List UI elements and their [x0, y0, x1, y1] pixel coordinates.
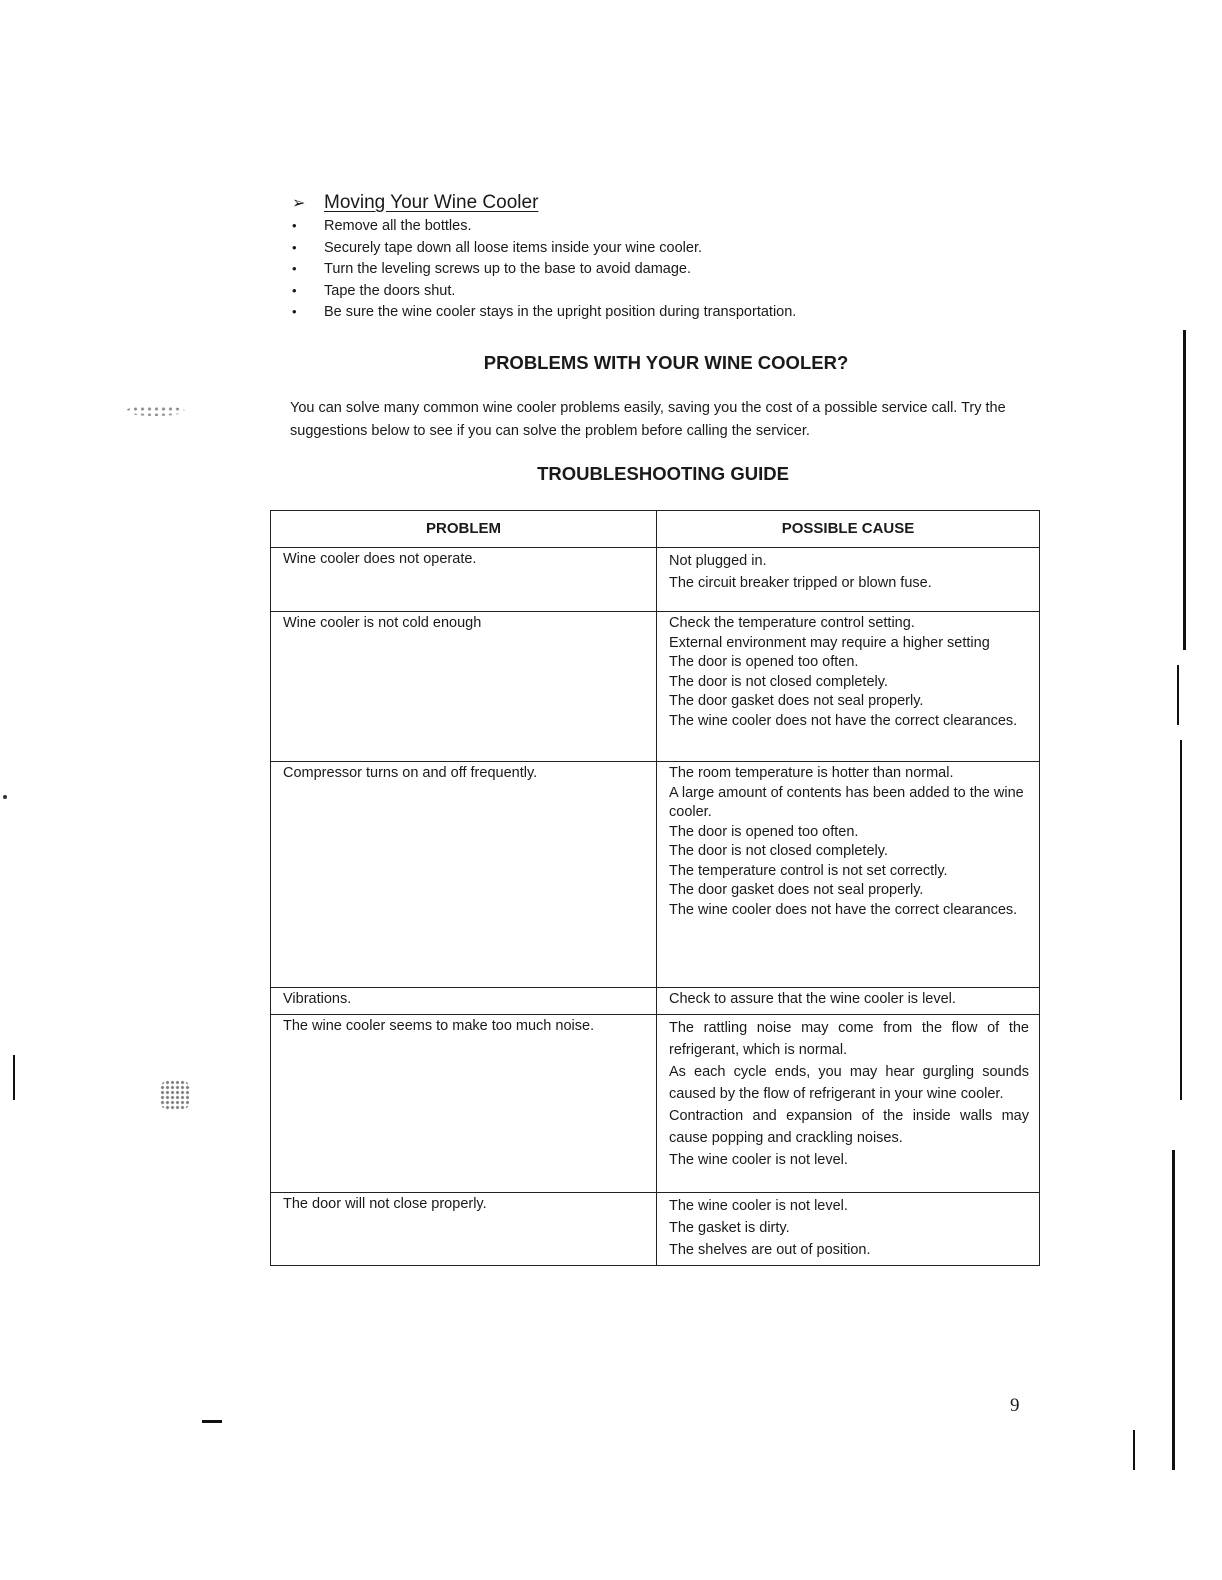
- table-header-row: [271, 511, 1040, 548]
- table-row: [271, 548, 1040, 612]
- cause-line: The wine cooler is not level.: [669, 1151, 848, 1168]
- scan-speck: [3, 795, 7, 799]
- cause-line: Check to assure that the wine cooler is level.: [669, 991, 956, 1007]
- cause-line: Check the temperature control setting.: [669, 615, 915, 631]
- moving-title: Moving Your Wine Cooler: [324, 192, 539, 213]
- cause-cell: [657, 548, 1040, 612]
- scan-edge-line: [1180, 740, 1182, 1100]
- bullet-icon: •: [292, 304, 297, 319]
- list-item: [292, 283, 912, 305]
- problem-cell: The wine cooler seems to make too much noise.: [271, 1014, 657, 1192]
- cause-line: The temperature control is not set correctly.: [669, 862, 948, 879]
- scan-edge-line: [1172, 1150, 1175, 1470]
- cause-line: Contraction and expansion of the inside walls may cause popping and crackling noises.: [669, 1107, 1029, 1146]
- cause-cell: [657, 612, 1040, 762]
- troubleshooting-table: [270, 510, 1040, 1266]
- list-item-text: Securely tape down all loose items inside your wine cooler.: [324, 239, 703, 256]
- list-item-text: Remove all the bottles.: [324, 218, 472, 234]
- cause-line: The door gasket does not seal properly.: [669, 882, 924, 898]
- column-header-problem: PROBLEM: [271, 511, 657, 548]
- cause-line: The rattling noise may come from the flow of the refrigerant, which is normal.: [669, 1019, 1029, 1058]
- list-item: [292, 261, 912, 283]
- table-row: [271, 612, 1040, 762]
- column-header-cause: POSSIBLE CAUSE: [657, 511, 1040, 548]
- cause-line: A large amount of contents has been added to the wine cooler.: [669, 784, 1024, 820]
- cause-cell: [657, 1192, 1040, 1265]
- scan-speck: [125, 406, 185, 416]
- cause-cell: [657, 988, 1040, 1015]
- page-number: 9: [1010, 1395, 1020, 1416]
- intro-paragraph: You can solve many common wine cooler problems easily, saving you the cost of a possible service call. Try the suggestions below to see if you can solve the problem before calling the servicer.: [290, 400, 1006, 439]
- cause-line: The door is not closed completely.: [669, 843, 888, 859]
- cause-line: The room temperature is hotter than normal.: [669, 765, 954, 781]
- problem-cell: The door will not close properly.: [271, 1192, 657, 1265]
- scan-edge-line: [1133, 1430, 1135, 1470]
- bullet-icon: •: [292, 282, 297, 298]
- table-row: [271, 762, 1040, 988]
- list-item: [292, 218, 912, 240]
- moving-list: [292, 218, 912, 326]
- list-item-text: Tape the doors shut.: [324, 282, 456, 299]
- moving-section: [292, 192, 912, 326]
- cause-line: The circuit breaker tripped or blown fuse.: [669, 575, 932, 591]
- problems-heading: PROBLEMS WITH YOUR WINE COOLER?: [483, 352, 849, 373]
- scan-edge-line: [1177, 665, 1179, 725]
- cause-line: The door gasket does not seal properly.: [669, 693, 924, 709]
- problem-cell: Wine cooler does not operate.: [271, 548, 657, 612]
- bullet-icon: •: [292, 218, 297, 233]
- cause-line: The door is opened too often.: [669, 654, 859, 670]
- cause-line: The gasket is dirty.: [669, 1219, 790, 1236]
- bullet-icon: •: [292, 261, 297, 276]
- problem-cell: Compressor turns on and off frequently.: [271, 762, 657, 988]
- list-item: [292, 240, 912, 262]
- scan-edge-line: [1183, 330, 1186, 650]
- cause-line: The door is opened too often.: [669, 823, 859, 840]
- cause-line: The wine cooler is not level.: [669, 1197, 848, 1214]
- cause-cell: [657, 762, 1040, 988]
- cause-line: The shelves are out of position.: [669, 1241, 871, 1258]
- table-row: [271, 1014, 1040, 1192]
- cause-line: The wine cooler does not have the correct clearances.: [669, 712, 1018, 729]
- list-item-text: Turn the leveling screws up to the base to avoid damage.: [324, 261, 692, 277]
- scan-speck: [160, 1080, 190, 1110]
- list-item: [292, 304, 912, 326]
- table-row: [271, 1192, 1040, 1265]
- cause-line: Not plugged in.: [669, 553, 767, 569]
- problem-cell: Wine cooler is not cold enough: [271, 612, 657, 762]
- arrow-bullet-icon: ➢: [292, 195, 306, 212]
- cause-cell: [657, 1014, 1040, 1192]
- cause-line: External environment may require a higher setting: [669, 634, 990, 651]
- moving-heading: [292, 192, 912, 214]
- problem-cell: Vibrations.: [271, 988, 657, 1015]
- scan-mark: [202, 1420, 222, 1423]
- cause-line: The wine cooler does not have the correct clearances.: [669, 901, 1018, 918]
- troubleshooting-heading: TROUBLESHOOTING GUIDE: [537, 463, 789, 484]
- list-item-text: Be sure the wine cooler stays in the upright position during transportation.: [324, 304, 797, 320]
- table-row: [271, 988, 1040, 1015]
- cause-line: The door is not closed completely.: [669, 673, 888, 690]
- bullet-icon: •: [292, 239, 297, 255]
- scan-mark: [13, 1055, 15, 1100]
- cause-line: As each cycle ends, you may hear gurgling sounds caused by the flow of refrigerant in your wine cooler.: [669, 1063, 1029, 1102]
